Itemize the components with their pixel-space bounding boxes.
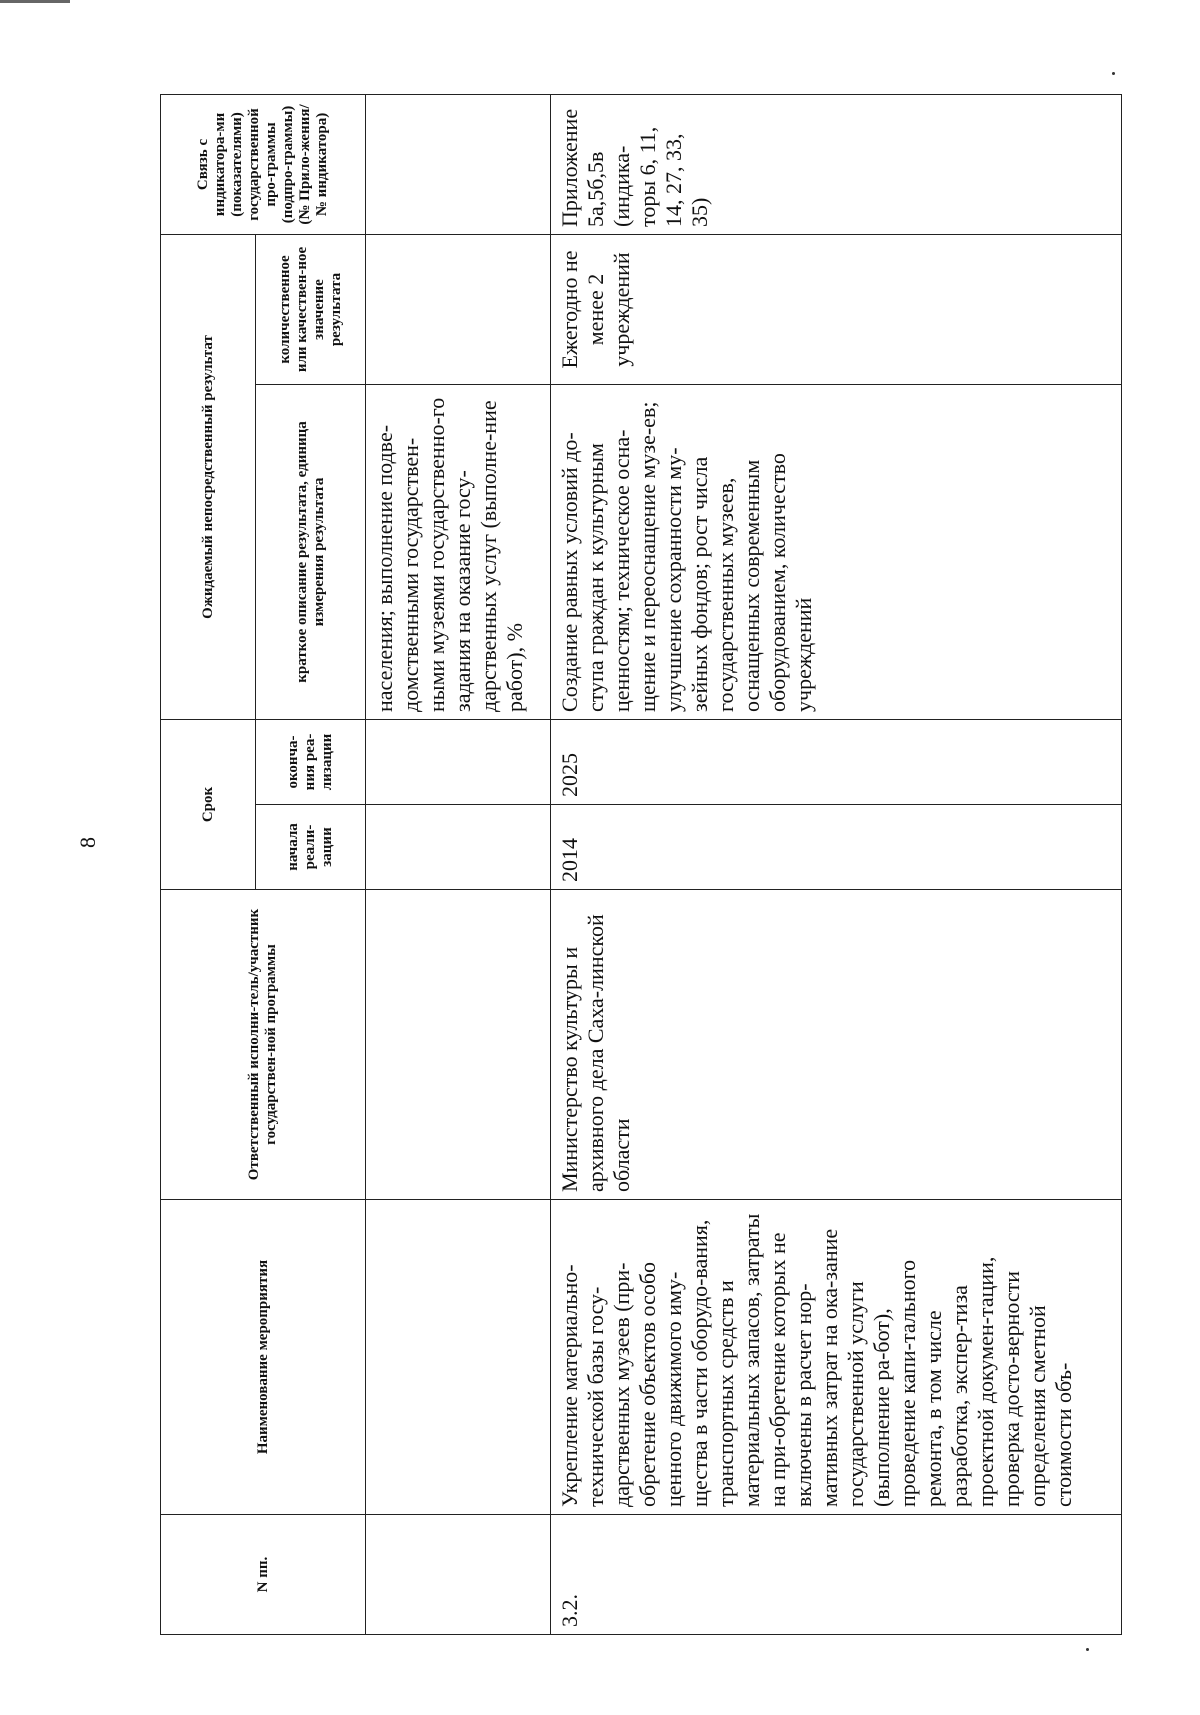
header-num: N пп. — [161, 1515, 366, 1635]
cell-name: Укрепление материально-технической базы госу-дарственных музеев (при-обретение объектов особо ценного движимого иму-щества в части оборудо-вания, транспортных средств и материальных запасов, затраты на при-обретение которых не включены в расчет нор-мативных затрат на ока-зание государственной услуги (выполнение ра-бот), проведение капи-тального ремонта, в том числе разработка, экспер-тиза проектной докумен-тации, проверка досто-верности определения сметной стоимости объ- — [551, 1200, 1122, 1515]
cell-link: Приложение 5а,5б,5в (индика-торы 6, 11, 14, 27, 33, 35) — [551, 94, 1122, 234]
cell-executor: Министерство культуры и архивного дела Саха-линской области — [551, 890, 1122, 1200]
cell-end: 2025 — [551, 719, 1122, 804]
cell-qty: Ежегодно не менее 2 учреждений — [551, 234, 1122, 384]
cell-start: 2014 — [551, 805, 1122, 890]
cell-desc: населения; выполнение подве-домственными государствен-ными музеями государственно-го задания на оказание госу-дарственных услуг (выполне-ние работ), % — [366, 384, 551, 719]
table-row — [366, 94, 551, 1634]
cell-end — [366, 719, 551, 804]
scan-edge-mark — [0, 0, 70, 3]
header-link: Связь с индикатора-ми (показателями) государственной про-граммы (подпро-граммы) (№ Прило-жения/№ индикатора) — [161, 94, 366, 234]
rotated-page-content — [160, 95, 1122, 1635]
cell-num: 3.2. — [551, 1515, 1122, 1635]
header-result: Ожидаемый непосредственный результат — [161, 234, 256, 719]
cell-qty — [366, 234, 551, 384]
header-term: Срок — [161, 719, 256, 889]
header-result-desc: краткое описание результата, единица измерения результата — [256, 384, 366, 719]
cell-desc: Создание равных условий до-ступа граждан к культурным ценностям; техническое осна-щение и переоснащение музе-ев; улучшение сохранности му-зейных фондов; рост числа государственных музеев, оснащенных современным оборудованием, количество учреждений — [551, 384, 1122, 719]
scan-speck — [1112, 72, 1115, 75]
header-term-end: оконча-ния реа-лизации — [256, 719, 366, 804]
header-executor: Ответственный исполни-тель/участник государствен-ной программы — [161, 890, 366, 1200]
cell-executor — [366, 890, 551, 1200]
scan-speck — [1086, 1648, 1089, 1651]
cell-num — [366, 1515, 551, 1635]
cell-link — [366, 94, 551, 234]
cell-start — [366, 805, 551, 890]
table-row — [551, 94, 1122, 1634]
program-activities-table — [160, 94, 1122, 1635]
header-name: Наименование мероприятия — [161, 1200, 366, 1515]
page-number: 8 — [75, 837, 100, 848]
header-result-qty: количественное или качествен-ное значение результата — [256, 234, 366, 384]
cell-name — [366, 1200, 551, 1515]
header-term-start: начала реали-зации — [256, 805, 366, 890]
